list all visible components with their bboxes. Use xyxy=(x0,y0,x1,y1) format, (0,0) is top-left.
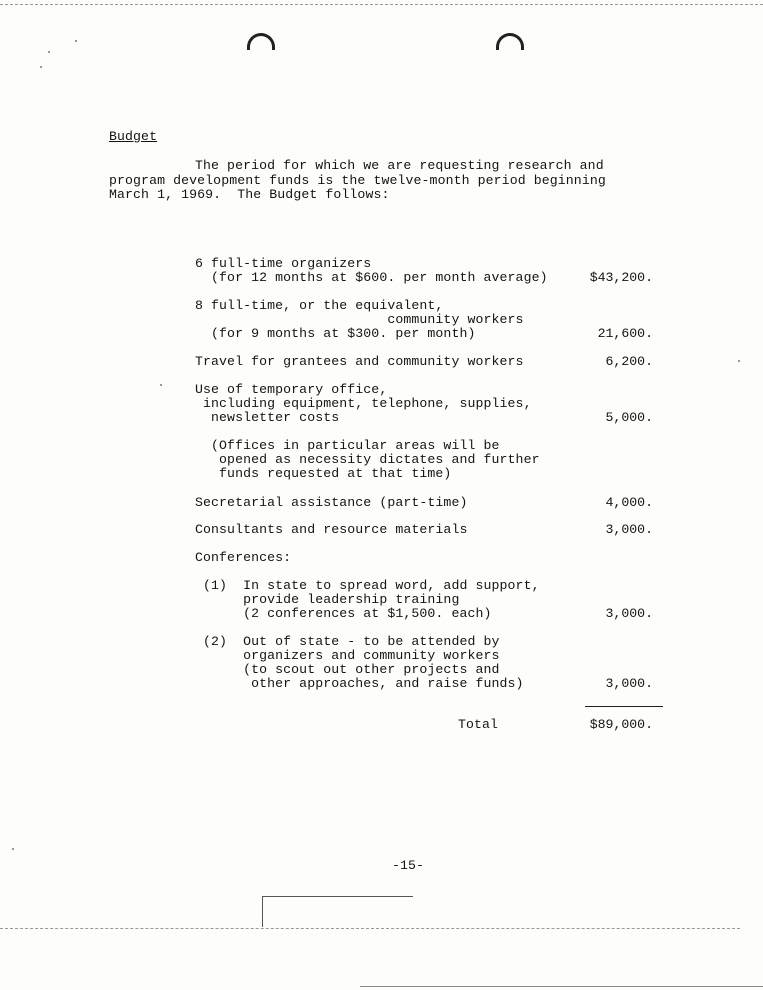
item-travel-amount: 6,200. xyxy=(605,354,653,369)
item-secretarial-amount: 4,000. xyxy=(605,495,653,510)
item-travel-line-1: Travel for grantees and community workers xyxy=(195,354,524,369)
intro-line-2: program development funds is the twelve-month period beginning xyxy=(109,173,606,188)
item-organizers-line-2: (for 12 months at $600. per month average) xyxy=(195,270,548,285)
item-community-workers-line-2: community workers xyxy=(195,312,524,327)
conference-2-line-1: (2) Out of state - to be attended by xyxy=(195,634,500,649)
speck xyxy=(738,360,740,362)
scan-line-bottom xyxy=(360,986,763,987)
speck xyxy=(75,40,77,42)
item-office-line-3: newsletter costs xyxy=(195,410,340,425)
item-community-workers-amount: 21,600. xyxy=(597,326,653,341)
speck xyxy=(12,848,14,850)
conference-2-line-2: organizers and community workers xyxy=(195,648,500,663)
scan-edge-top xyxy=(0,4,763,5)
total-label: Total xyxy=(458,717,499,732)
speck xyxy=(48,51,50,53)
total-rule xyxy=(585,706,663,707)
item-consultants-line-1: Consultants and resource materials xyxy=(195,522,468,537)
budget-heading: Budget xyxy=(109,129,158,144)
intro-line-1: The period for which we are requesting research and xyxy=(195,158,604,173)
item-office-line-1: Use of temporary office, xyxy=(195,382,388,397)
page-number: -15- xyxy=(392,858,425,873)
office-note-line-2: opened as necessity dictates and further xyxy=(195,452,540,467)
conference-2-amount: 3,000. xyxy=(605,676,653,691)
punch-hole-left xyxy=(247,33,275,50)
total-amount: $89,000. xyxy=(589,717,653,732)
conferences-heading: Conferences: xyxy=(195,550,292,565)
conference-1-line-3: (2 conferences at $1,500. each) xyxy=(195,606,492,621)
item-office-line-2: including equipment, telephone, supplies, xyxy=(195,396,532,411)
scan-edge-bottom xyxy=(0,928,740,929)
item-secretarial-line-1: Secretarial assistance (part-time) xyxy=(195,495,468,510)
conference-1-amount: 3,000. xyxy=(605,606,653,621)
item-organizers-amount: $43,200. xyxy=(589,270,653,285)
speck xyxy=(160,384,162,386)
office-note-line-1: (Offices in particular areas will be xyxy=(195,438,500,453)
speck xyxy=(40,66,42,68)
conference-1-line-1: (1) In state to spread word, add support, xyxy=(195,578,540,593)
conference-1-line-2: provide leadership training xyxy=(195,592,460,607)
punch-hole-right xyxy=(496,33,524,50)
conference-2-line-3: (to scout out other projects and xyxy=(195,662,500,677)
item-office-amount: 5,000. xyxy=(605,410,653,425)
item-consultants-amount: 3,000. xyxy=(605,522,653,537)
office-note-line-3: funds requested at that time) xyxy=(195,466,452,481)
item-community-workers-line-3: (for 9 months at $300. per month) xyxy=(195,326,476,341)
stamp-mark xyxy=(262,896,413,927)
intro-line-3: March 1, 1969. The Budget follows: xyxy=(109,187,390,202)
item-organizers-line-1: 6 full-time organizers xyxy=(195,256,372,271)
item-community-workers-line-1: 8 full-time, or the equivalent, xyxy=(195,298,444,313)
conference-2-line-4: other approaches, and raise funds) xyxy=(195,676,524,691)
